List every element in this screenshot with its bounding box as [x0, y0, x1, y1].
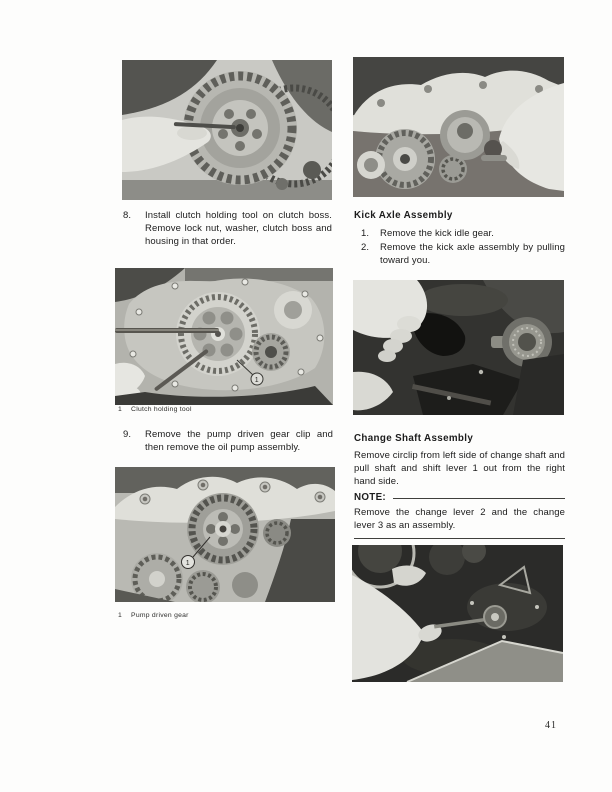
- caption-index: 1: [118, 612, 123, 619]
- note-block: [354, 491, 565, 539]
- kick-step-2-number: 2.: [361, 241, 370, 253]
- kick-idle-photo-graphic: [353, 57, 564, 197]
- crankcase-photo-graphic: [115, 268, 333, 405]
- clutch-tool-callout-number: 1: [254, 376, 259, 384]
- photo-clutch-boss-install: [122, 60, 332, 200]
- photo-kick-idle-gear: [353, 57, 564, 197]
- caption-pump-driven-gear: [118, 612, 189, 619]
- pump-driven-gear: [187, 493, 259, 565]
- step-8-text: Install clutch holding tool on clutch boss. Remove lock nut, washer, clutch boss and housing in that order.: [145, 210, 332, 248]
- step-9-text: Remove the pump driven gear clip and then remove the oil pump assembly.: [145, 429, 333, 454]
- caption-label: Clutch holding tool: [131, 406, 192, 413]
- kick-axle-photo-graphic: [353, 280, 564, 415]
- change-shaft-heading: Change Shaft Assembly: [354, 433, 474, 444]
- kick-step-1-text: Remove the kick idle gear.: [380, 228, 495, 239]
- note-label: NOTE:: [354, 492, 386, 503]
- step-8: [123, 209, 332, 248]
- note-rule: [393, 498, 565, 499]
- step-8-number: 8.: [123, 210, 132, 221]
- note-bottom-rule: [354, 538, 565, 539]
- kick-step-2-text: Remove the kick axle assembly by pulling toward you.: [380, 241, 565, 266]
- step-9-number: 9.: [123, 429, 132, 440]
- change-shaft-paragraph: Remove circlip from left side of change shaft and pull shaft and shift lever 1 out from the right hand side.: [354, 450, 565, 488]
- note-text: Remove the change lever 2 and the change lever 3 as an assembly.: [354, 506, 565, 531]
- kick-axle-heading: Kick Axle Assembly: [354, 210, 453, 221]
- photo-pump-driven-gear: [115, 467, 335, 602]
- page-number: 41: [545, 720, 557, 731]
- kick-step-1-number: 1.: [361, 228, 370, 239]
- photo-clutch-holding-tool: [115, 268, 333, 405]
- pump-gear-callout-number: 1: [185, 559, 190, 567]
- caption-clutch-holding-tool: [118, 406, 192, 413]
- kick-step-2: [361, 241, 565, 267]
- step-9: [123, 428, 333, 454]
- kick-idle-gear: [440, 110, 490, 160]
- kick-axle-steps: [361, 227, 565, 267]
- photo-kick-axle-removal: [353, 280, 564, 415]
- caption-label: Pump driven gear: [131, 612, 189, 619]
- caption-index: 1: [118, 406, 123, 413]
- kick-step-1: [361, 227, 565, 240]
- note-header: [354, 491, 565, 504]
- kick-gear: [252, 333, 290, 371]
- pump-gear-photo-graphic: [115, 467, 335, 602]
- clutch-photo-graphic: [122, 60, 332, 200]
- change-shaft-photo-graphic: [352, 545, 563, 682]
- photo-change-shaft-removal: [352, 545, 563, 682]
